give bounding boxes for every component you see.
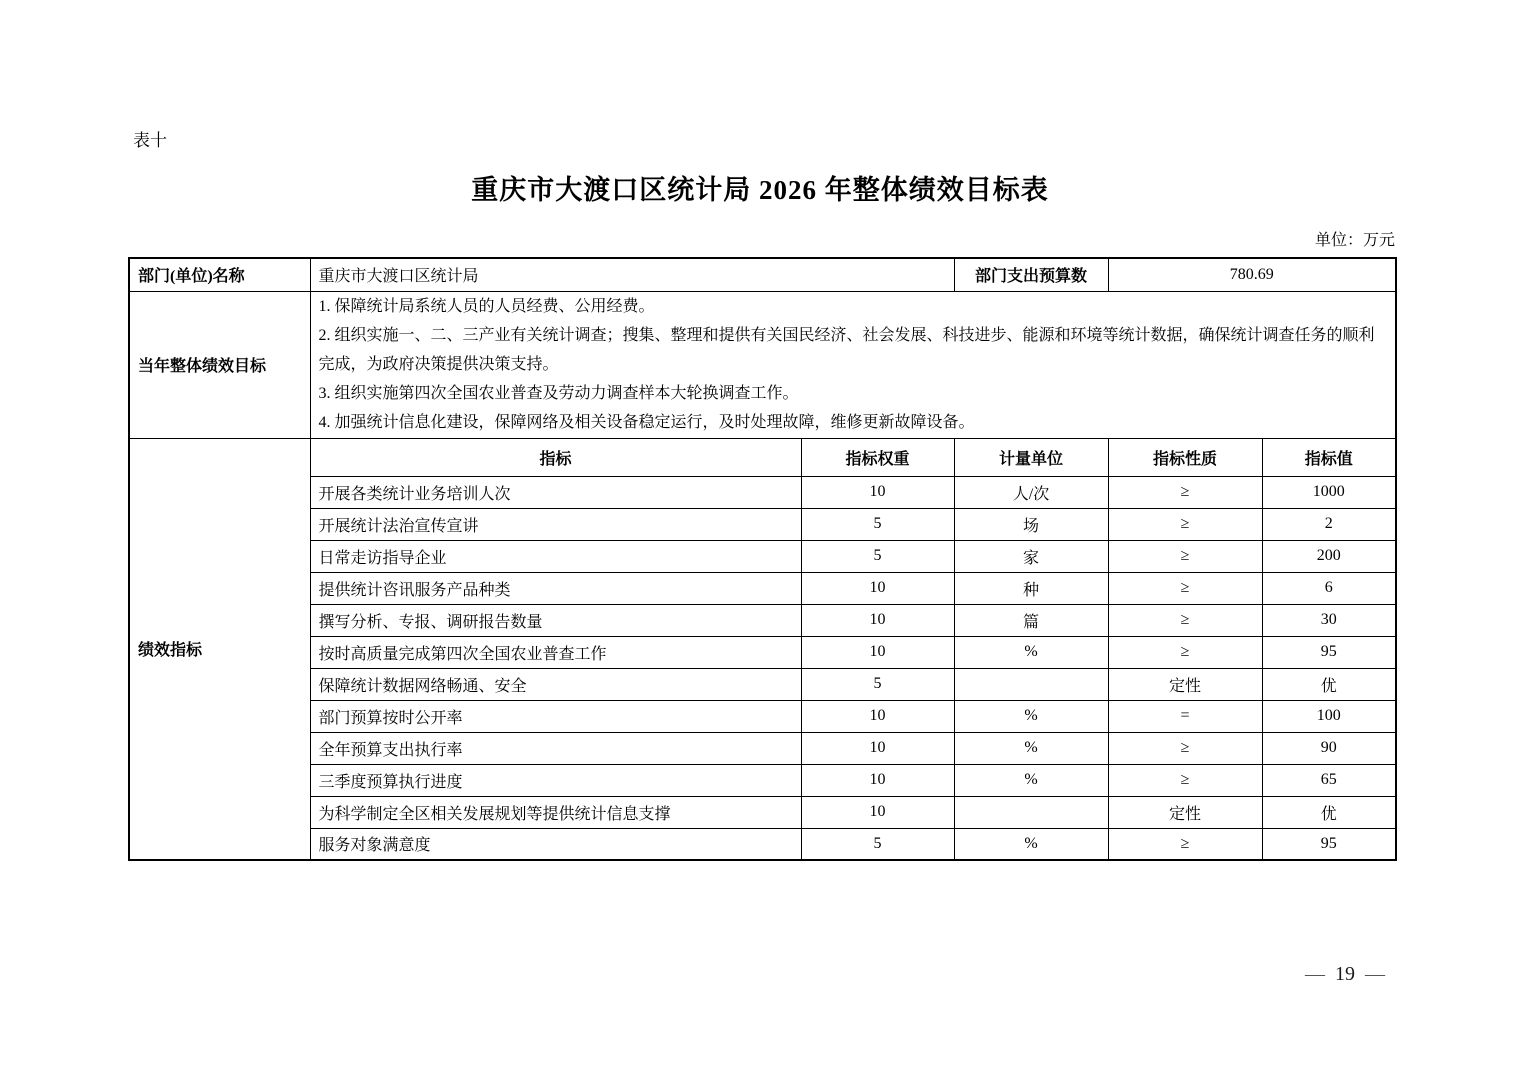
- indicator-value: 95: [1262, 828, 1396, 860]
- indicator-weight: 10: [801, 700, 954, 732]
- table-number-label: 表十: [133, 131, 167, 150]
- indicator-weight: 5: [801, 828, 954, 860]
- indicator-unit: 人/次: [954, 476, 1108, 508]
- budget-value: 780.69: [1108, 258, 1396, 291]
- dept-name-label: 部门(单位)名称: [129, 258, 310, 291]
- indicator-row: [129, 828, 1396, 860]
- indicator-nature: ≥: [1108, 508, 1262, 540]
- indicator-nature: ≥: [1108, 476, 1262, 508]
- indicator-value: 1000: [1262, 476, 1396, 508]
- indicator-name: 撰写分析、专报、调研报告数量: [310, 604, 801, 636]
- page-number-dash-right: —: [1365, 963, 1385, 985]
- indicator-weight: 10: [801, 764, 954, 796]
- indicator-name: 日常走访指导企业: [310, 540, 801, 572]
- goal-item: 3. 组织实施第四次全国农业普查及劳动力调查样本大轮换调查工作。: [318, 385, 799, 402]
- indicator-weight: 10: [801, 604, 954, 636]
- page-number-dash-left: —: [1305, 963, 1325, 985]
- indicator-value: 100: [1262, 700, 1396, 732]
- indicator-name: 为科学制定全区相关发展规划等提供统计信息支撑: [310, 796, 801, 828]
- indicator-nature: ≥: [1108, 604, 1262, 636]
- indicator-value: 65: [1262, 764, 1396, 796]
- indicator-weight: 5: [801, 668, 954, 700]
- indicator-nature: ≥: [1108, 732, 1262, 764]
- dept-name-value: 重庆市大渡口区统计局: [310, 258, 954, 291]
- indicator-nature: =: [1108, 700, 1262, 732]
- indicator-value: 优: [1262, 796, 1396, 828]
- indicator-name: 三季度预算执行进度: [310, 764, 801, 796]
- indicator-name: 部门预算按时公开率: [310, 700, 801, 732]
- indicator-name: 服务对象满意度: [310, 828, 801, 860]
- indicator-unit: %: [954, 764, 1108, 796]
- performance-target-table: [128, 257, 1397, 861]
- indicator-nature: ≥: [1108, 636, 1262, 668]
- goal-item: 4. 加强统计信息化建设，保障网络及相关设备稳定运行，及时处理故障，维修更新故障设备。: [318, 414, 975, 431]
- indicator-unit: %: [954, 636, 1108, 668]
- indicator-row: [129, 636, 1396, 668]
- indicator-unit: [954, 796, 1108, 828]
- indicator-name: 开展各类统计业务培训人次: [310, 476, 801, 508]
- indicator-row: [129, 764, 1396, 796]
- indicator-weight: 10: [801, 636, 954, 668]
- indicator-value: 200: [1262, 540, 1396, 572]
- annual-goals-content: [310, 291, 1396, 438]
- indicator-weight: 10: [801, 476, 954, 508]
- goal-item: 1. 保障统计局系统人员的人员经费、公用经费。: [318, 298, 655, 315]
- indicator-row: [129, 700, 1396, 732]
- indicator-nature: 定性: [1108, 796, 1262, 828]
- indicator-row: [129, 796, 1396, 828]
- page-title: 重庆市大渡口区统计局 2026 年整体绩效目标表: [471, 175, 1049, 205]
- indicator-value: 6: [1262, 572, 1396, 604]
- indicator-unit: 种: [954, 572, 1108, 604]
- performance-indicators-label: 绩效指标: [129, 438, 310, 860]
- indicator-nature: ≥: [1108, 764, 1262, 796]
- indicator-row: [129, 540, 1396, 572]
- budget-label: 部门支出预算数: [954, 258, 1108, 291]
- column-header-value: 指标值: [1262, 438, 1396, 476]
- indicator-unit: %: [954, 828, 1108, 860]
- indicator-value: 95: [1262, 636, 1396, 668]
- column-header-indicator: 指标: [310, 438, 801, 476]
- indicator-row: [129, 604, 1396, 636]
- indicator-weight: 10: [801, 572, 954, 604]
- indicator-row: [129, 668, 1396, 700]
- indicator-nature: ≥: [1108, 828, 1262, 860]
- indicator-weight: 10: [801, 732, 954, 764]
- indicator-unit: %: [954, 700, 1108, 732]
- indicator-unit: 篇: [954, 604, 1108, 636]
- indicator-unit: %: [954, 732, 1108, 764]
- indicator-name: 开展统计法治宣传宣讲: [310, 508, 801, 540]
- unit-note: 单位：万元: [1314, 232, 1395, 249]
- page-number-value: 19: [1335, 963, 1355, 985]
- indicator-value: 90: [1262, 732, 1396, 764]
- indicator-nature: ≥: [1108, 572, 1262, 604]
- indicator-name: 提供统计咨讯服务产品种类: [310, 572, 801, 604]
- indicator-header-row: [129, 438, 1396, 476]
- indicator-name: 保障统计数据网络畅通、安全: [310, 668, 801, 700]
- table-row: [129, 258, 1396, 291]
- indicator-value: 优: [1262, 668, 1396, 700]
- indicator-unit: [954, 668, 1108, 700]
- column-header-nature: 指标性质: [1108, 438, 1262, 476]
- table-row: [129, 291, 1396, 438]
- column-header-weight: 指标权重: [801, 438, 954, 476]
- indicator-row: [129, 476, 1396, 508]
- indicator-name: 按时高质量完成第四次全国农业普查工作: [310, 636, 801, 668]
- indicator-unit: 场: [954, 508, 1108, 540]
- indicator-weight: 10: [801, 796, 954, 828]
- indicator-weight: 5: [801, 540, 954, 572]
- page-number: [1270, 963, 1420, 986]
- indicator-row: [129, 732, 1396, 764]
- annual-goals-label: 当年整体绩效目标: [129, 291, 310, 438]
- indicator-name: 全年预算支出执行率: [310, 732, 801, 764]
- column-header-unit: 计量单位: [954, 438, 1108, 476]
- indicator-value: 30: [1262, 604, 1396, 636]
- indicator-weight: 5: [801, 508, 954, 540]
- indicator-nature: 定性: [1108, 668, 1262, 700]
- indicator-row: [129, 508, 1396, 540]
- indicator-nature: ≥: [1108, 540, 1262, 572]
- goal-item: 2. 组织实施一、二、三产业有关统计调查；搜集、整理和提供有关国民经济、社会发展、科技进步、能源和环境等统计数据，确保统计调查任务的顺利完成，为政府决策提供决策支持。: [318, 327, 1375, 373]
- indicator-unit: 家: [954, 540, 1108, 572]
- indicator-row: [129, 572, 1396, 604]
- indicator-value: 2: [1262, 508, 1396, 540]
